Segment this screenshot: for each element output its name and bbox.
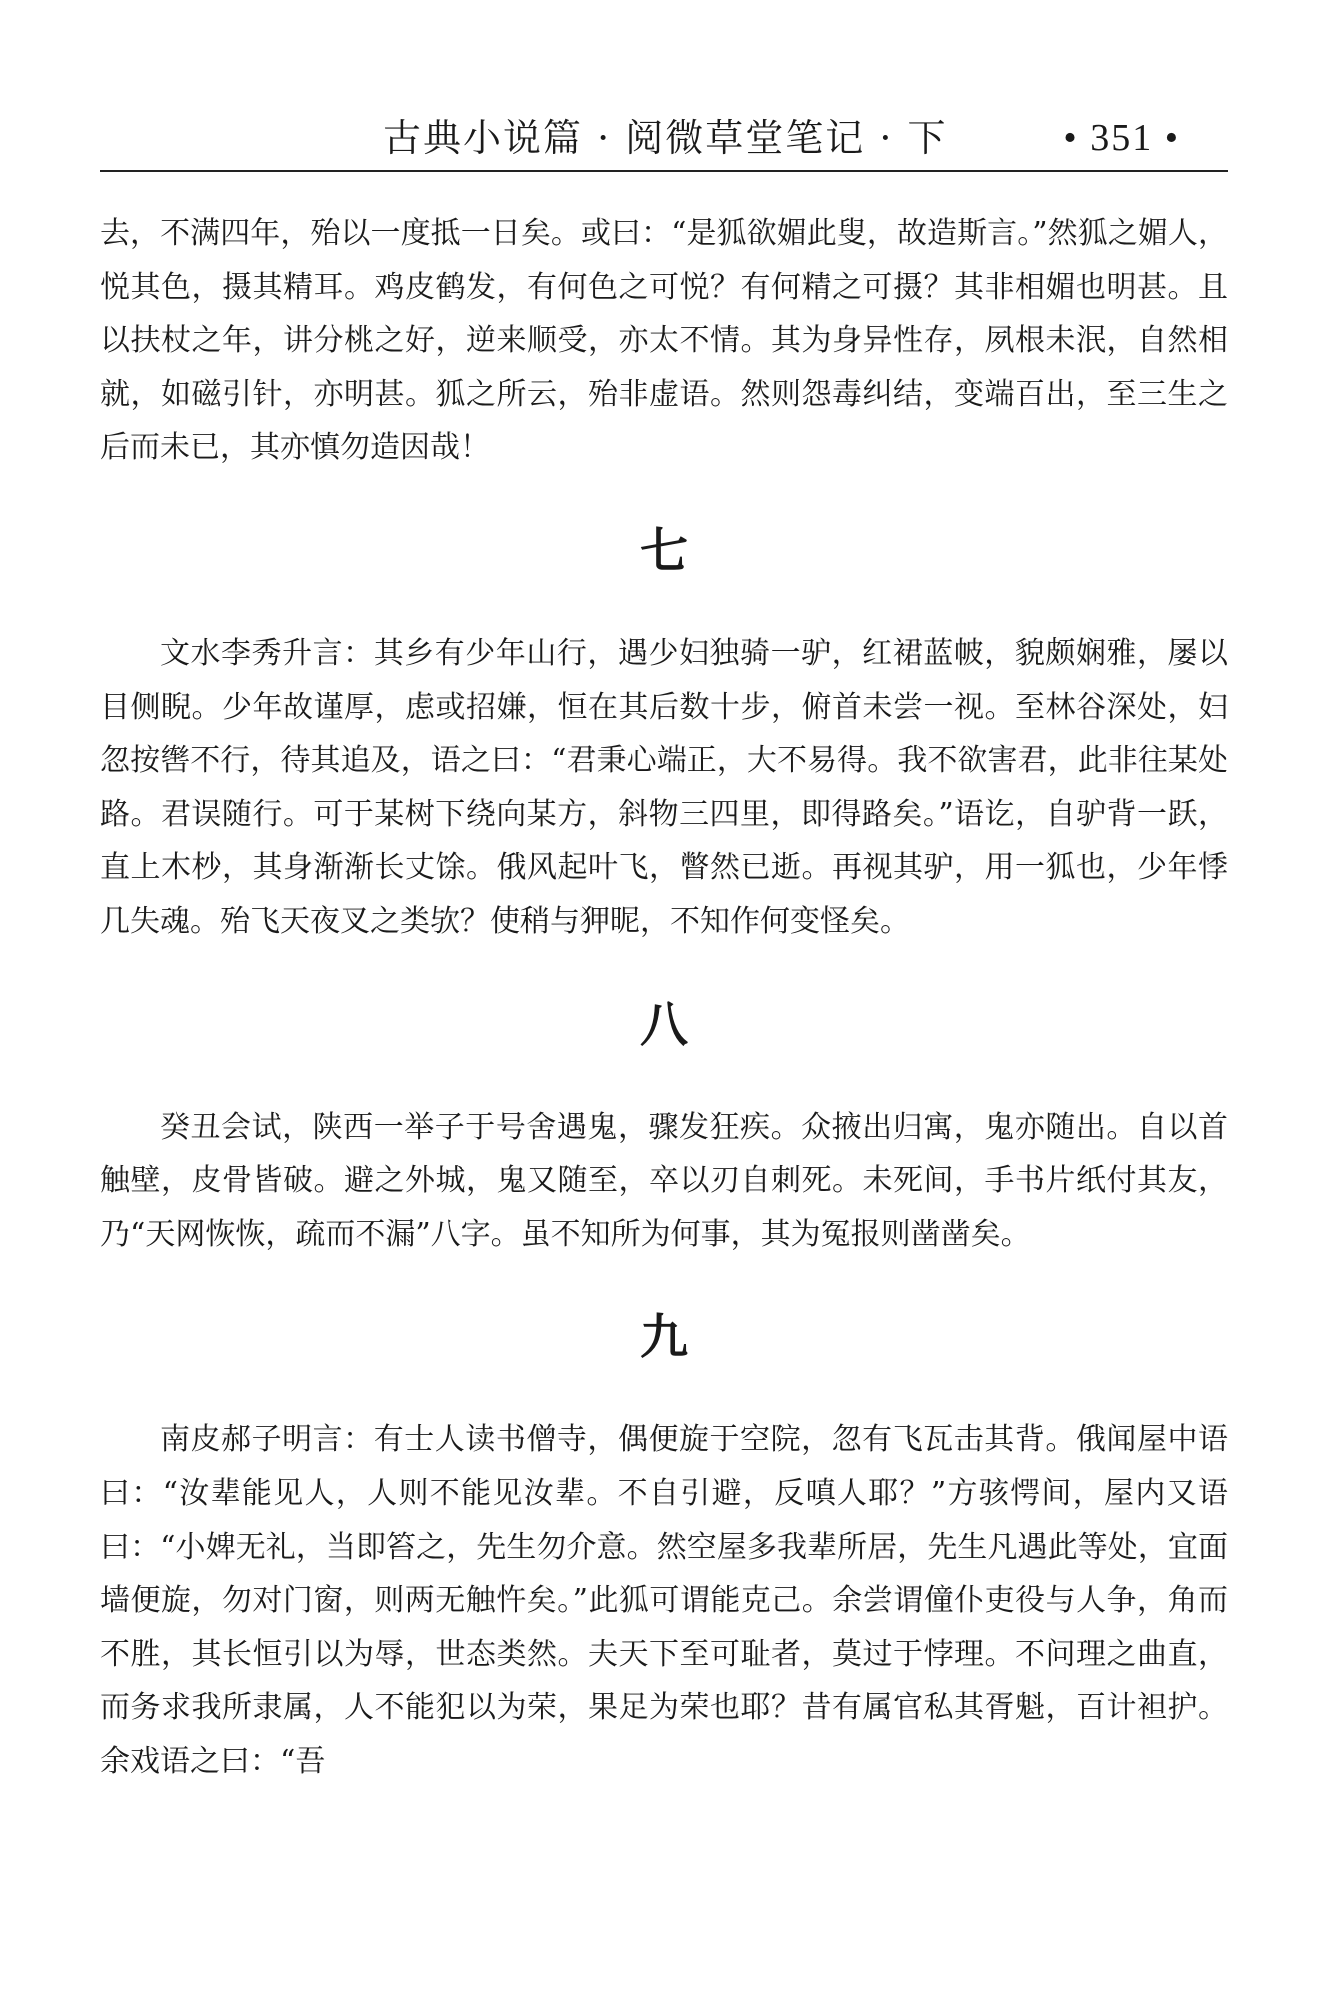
paragraph-section-9: 南皮郝子明言：有士人读书僧寺，偶便旋于空院，忽有飞瓦击其背。俄闻屋中语曰：“汝辈能见人，人则不能见汝辈。不自引避，反嗔人耶？”方骇愕间，屋内又语曰：“小婢无礼，当即笞之，先生勿介意。然空屋多我辈所居，先生凡遇此等处，宜面墙便旋，勿对门窗，则两无触忤矣。”此狐可谓能克己。余尝谓僮仆吏役与人争，角而不胜，其长恒引以为辱，世态类然。夫天下至可耻者，莫过于悖理。不问理之曲直，而务求我所隶属，人不能犯以为荣，果足为荣也耶？昔有属官私其胥魁，百计袒护。余戏语之曰：“吾 [100, 1422, 1228, 1779]
page-number: • 351 • [1063, 117, 1180, 159]
paragraph-section-8: 癸丑会试，陕西一举子于号舍遇鬼，骤发狂疾。众掖出归寓，鬼亦随出。自以首触壁，皮骨皆破。避之外城，鬼又随至，卒以刃自刺死。未死间，手书片纸付其友，乃“天网恢恢，疏而不漏”八字。虽不知所为何事，其为冤报则凿凿矣。 [100, 1109, 1228, 1252]
section-heading-9: 九 [639, 1309, 688, 1366]
paragraph-section-7: 文水李秀升言：其乡有少年山行，遇少妇独骑一驴，红裙蓝帔，貌颇娴雅，屡以目侧睨。少年故谨厚，虑或招嫌，恒在其后数十步，俯首未尝一视。至林谷深处，妇忽按辔不行，待其追及，语之曰：“君秉心端正，大不易得。我不欲害君，此非往某处路。君误随行。可于某树下绕向某方，斜物三四里，即得路矣。”语讫，自驴背一跃，直上木杪，其身渐渐长丈馀。俄风起叶飞，瞥然已逝。再视其驴，用一狐也，少年悸几失魂。殆飞天夜叉之类欤？使稍与狎昵，不知作何变怪矣。 [100, 635, 1228, 939]
section-heading-7: 七 [639, 522, 688, 579]
header-rule [100, 170, 1228, 172]
section-heading-8: 八 [639, 996, 688, 1053]
running-header [100, 108, 1228, 168]
body-text [100, 207, 1228, 1788]
paragraph-continued: 去，不满四年，殆以一度抵一日矣。或曰：“是狐欲媚此叟，故造斯言。”然狐之媚人，悦其色，摄其精耳。鸡皮鹤发，有何色之可悦？有何精之可摄？其非相媚也明甚。且以扶杖之年，讲分桃之好，逆来顺受，亦太不情。其为身异性存，夙根未泯，自然相就，如磁引针，亦明甚。狐之所云，殆非虚语。然则怨毒纠结，变端百出，至三生之后而未已，其亦慎勿造因哉！ [100, 216, 1228, 466]
header-title: 古典小说篇 · 阅微草堂笔记 · 下 [383, 116, 948, 160]
